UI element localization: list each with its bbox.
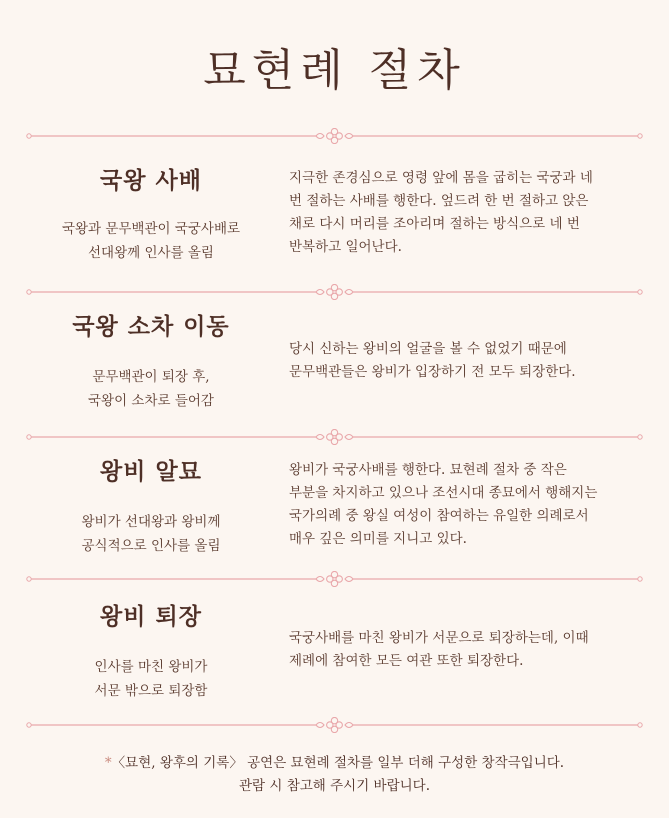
step-summary-line: 국왕과 문무백관이 국궁사배로 [61,221,241,237]
ornament-divider [26,717,643,733]
step-summary-line: 국왕이 소차로 들어감 [88,393,214,409]
step-description-line: 왕비가 국궁사배를 행한다. 묘현례 절차 중 작은 [289,462,567,478]
step-summary-line: 인사를 마친 왕비가 [94,659,208,675]
ornament-divider [26,128,643,144]
step-description-line: 국가의례 중 왕실 여성이 참여하는 유일한 의례로서 [289,508,589,524]
step-left [20,162,282,265]
step-description-line: 번 절하는 사배를 행한다. 엎드려 한 번 절하고 앉은 [289,193,589,209]
step-description-line: 채로 다시 머리를 조아리며 절하는 방식으로 네 번 [289,216,580,232]
step-description-line: 부분을 차지하고 있으나 조선시대 종묘에서 행해지는 [289,485,598,501]
step-left [20,598,282,703]
ornament-divider [26,429,643,445]
step-heading: 국왕 사배 [100,168,202,194]
step-description-line: 제례에 참여한 모든 여관 또한 퇴장한다. [289,653,524,669]
asterisk: * [104,755,112,771]
step-summary-line: 서문 밖으로 퇴장함 [94,683,208,699]
step-description [289,338,654,384]
step-summary [20,217,282,265]
step-summary-line: 공식적으로 인사를 올림 [81,538,221,554]
step-heading: 왕비 알묘 [100,459,202,485]
step-description [289,167,654,259]
step-description [289,459,654,551]
step-description-line: 문무백관들은 왕비가 입장하기 전 모두 퇴장한다. [289,364,576,380]
step-description-line: 당시 신하는 왕비의 얼굴을 볼 수 없었기 때문에 [289,341,567,357]
footer-line-1 [0,752,669,775]
step-description [289,627,654,673]
step-summary [20,365,282,413]
footer-note [0,752,669,798]
step-description-line: 반복하고 일어난다. [289,239,402,255]
step-heading: 왕비 퇴장 [100,604,202,630]
ornament-divider [26,571,643,587]
step-heading: 국왕 소차 이동 [72,314,230,340]
footer-line-2: 관람 시 참고해 주시기 바랍니다. [239,778,430,794]
step-summary [20,655,282,703]
step-left [20,308,282,413]
ornament-divider [26,284,643,300]
step-summary-line: 선대왕께 인사를 올림 [88,245,214,261]
step-description-line: 매우 깊은 의미를 지니고 있다. [289,531,467,547]
step-summary-line: 문무백관이 퇴장 후, [92,369,210,385]
step-description-line: 국궁사배를 마친 왕비가 서문으로 퇴장하는데, 이때 [289,630,589,646]
step-summary [20,510,282,558]
step-description-line: 지극한 존경심으로 영령 앞에 몸을 굽히는 국궁과 네 [289,170,593,186]
step-left [20,453,282,558]
page-title: 묘현례 절차 [203,45,466,96]
step-summary-line: 왕비가 선대왕과 왕비께 [81,514,221,530]
footer-line-1-text: 〈묘현, 왕후의 기록〉 공연은 묘현례 절차를 일부 더해 구성한 창작극입니다. [111,755,565,771]
